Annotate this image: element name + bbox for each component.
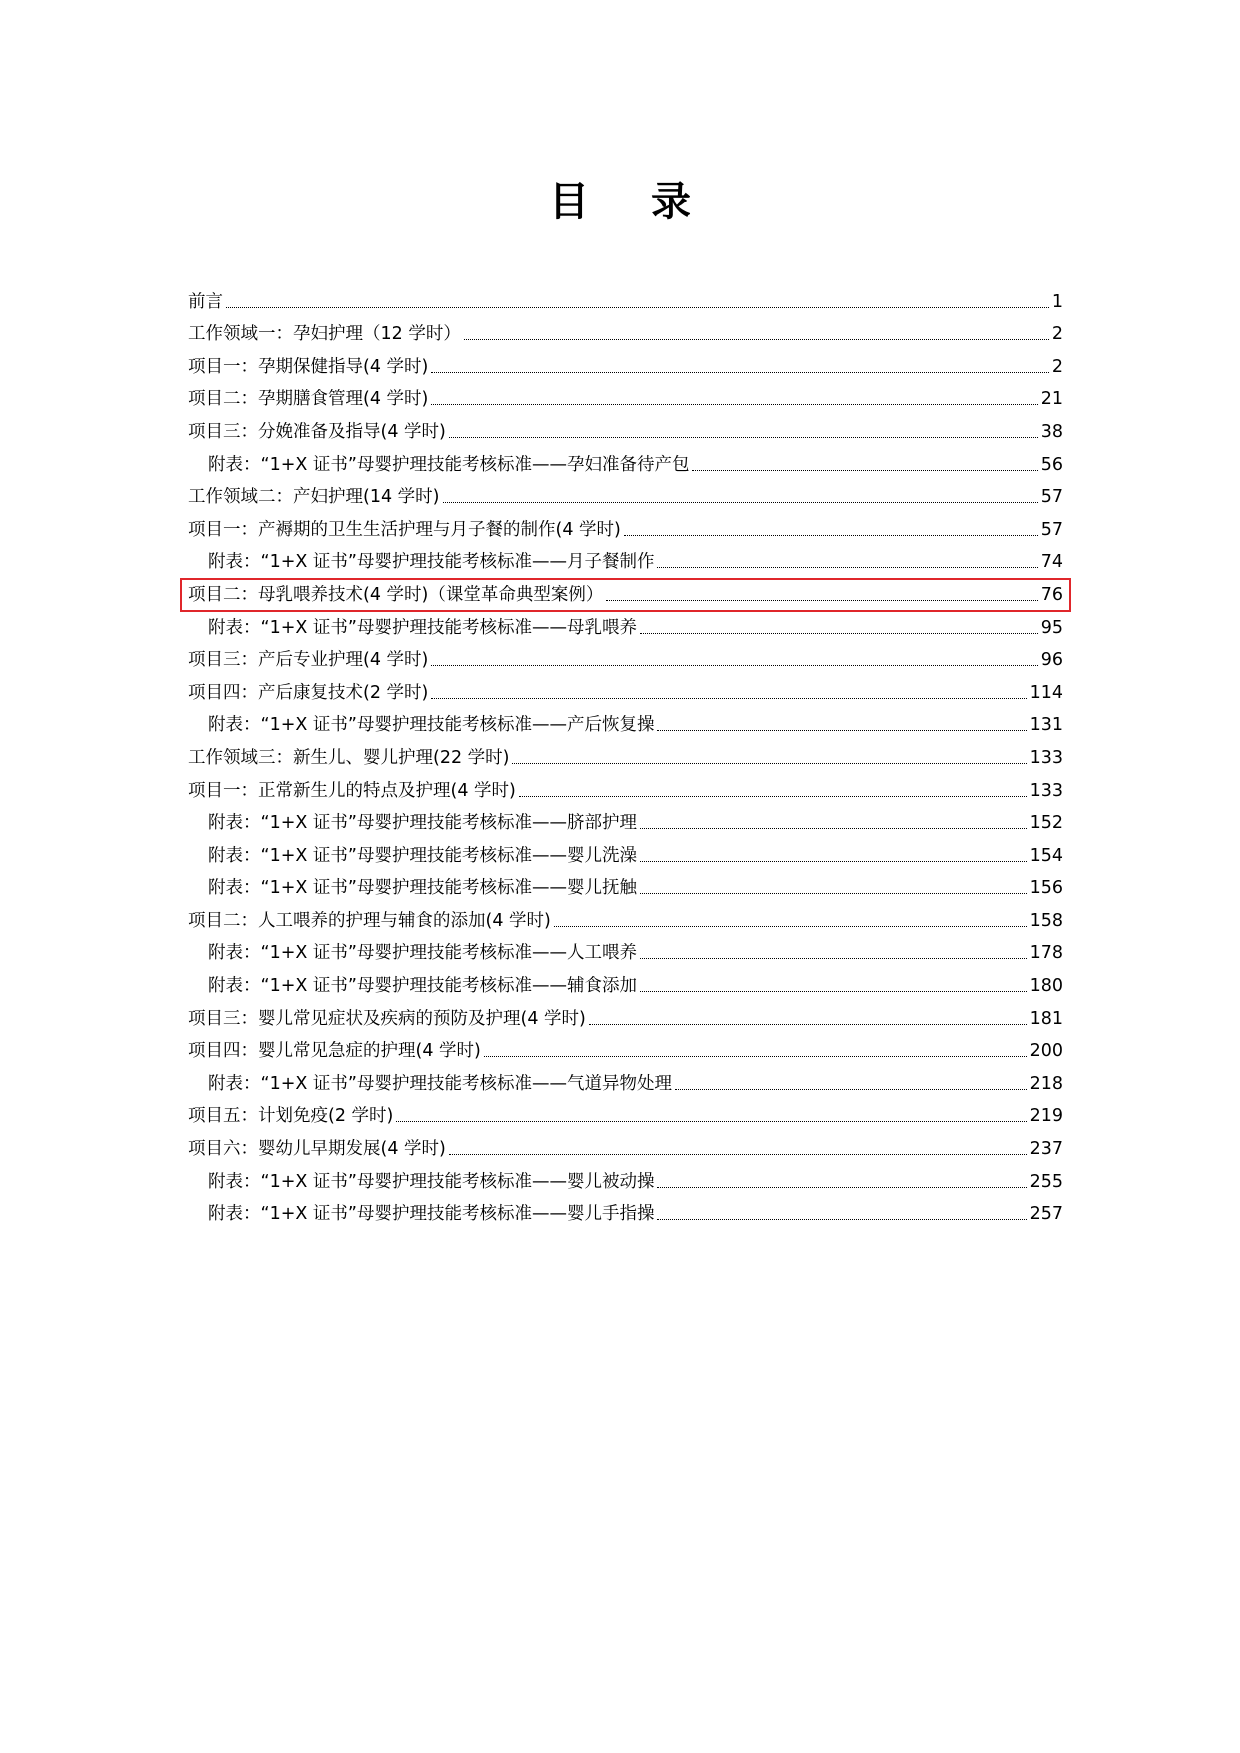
toc-entry[interactable] bbox=[188, 708, 1063, 741]
toc-entry[interactable] bbox=[188, 740, 1063, 773]
toc-entry[interactable] bbox=[188, 806, 1063, 839]
toc-entry-label: 项目四：婴儿常见急症的护理(4 学时) bbox=[188, 1041, 481, 1062]
toc-entry-label: 附表：“1+X 证书”母婴护理技能考核标准——婴儿手指操 bbox=[208, 1204, 655, 1225]
dot-leader bbox=[640, 828, 1027, 829]
toc-entry-page-number: 255 bbox=[1029, 1171, 1063, 1192]
dot-leader bbox=[640, 893, 1027, 894]
toc-entry-page-number: 156 bbox=[1029, 878, 1063, 899]
toc-entry[interactable] bbox=[188, 545, 1063, 578]
toc-entry-label: 附表：“1+X 证书”母婴护理技能考核标准——孕妇准备待产包 bbox=[208, 454, 690, 475]
toc-entry[interactable] bbox=[188, 284, 1063, 317]
page-title: 目 录 bbox=[549, 179, 715, 225]
toc-entry[interactable] bbox=[188, 675, 1063, 708]
toc-entry-label: 项目五：计划免疫(2 学时) bbox=[188, 1106, 394, 1127]
toc-entry-page-number: 237 bbox=[1029, 1139, 1063, 1160]
toc-entry-highlighted[interactable] bbox=[188, 577, 1063, 610]
toc-entry[interactable] bbox=[188, 317, 1063, 350]
toc-entry[interactable] bbox=[188, 349, 1063, 382]
toc-entry-label: 附表：“1+X 证书”母婴护理技能考核标准——气道异物处理 bbox=[208, 1073, 672, 1094]
toc-entry-page-number: 181 bbox=[1029, 1008, 1063, 1029]
toc-entry-page-number: 114 bbox=[1029, 682, 1063, 703]
toc-entry[interactable] bbox=[188, 643, 1063, 676]
dot-leader bbox=[606, 600, 1037, 601]
toc-entry-label: 附表：“1+X 证书”母婴护理技能考核标准——脐部护理 bbox=[208, 813, 637, 834]
toc-entry-page-number: 131 bbox=[1029, 715, 1063, 736]
toc-entry[interactable] bbox=[188, 447, 1063, 480]
toc-entry-label: 附表：“1+X 证书”母婴护理技能考核标准——婴儿抚触 bbox=[208, 878, 637, 899]
toc-entry-label: 项目四：产后康复技术(2 学时) bbox=[188, 682, 429, 703]
toc-entry-label: 项目二：母乳喂养技术(4 学时)（课堂革命典型案例） bbox=[188, 584, 604, 605]
toc-entry-label: 附表：“1+X 证书”母婴护理技能考核标准——产后恢复操 bbox=[208, 715, 655, 736]
toc-entry-page-number: 158 bbox=[1029, 910, 1063, 931]
toc-entry-page-number: 133 bbox=[1029, 747, 1063, 768]
toc-entry[interactable] bbox=[188, 838, 1063, 871]
toc-entry-label: 工作领域一：孕妇护理（12 学时） bbox=[188, 324, 461, 345]
toc-entry-label: 工作领域二：产妇护理(14 学时) bbox=[188, 487, 440, 508]
dot-leader bbox=[396, 1121, 1026, 1122]
toc-entry-label: 附表：“1+X 证书”母婴护理技能考核标准——月子餐制作 bbox=[208, 552, 655, 573]
table-of-contents bbox=[188, 284, 1063, 1229]
toc-entry-page-number: 218 bbox=[1029, 1073, 1063, 1094]
toc-entry-label: 项目三：产后专业护理(4 学时) bbox=[188, 650, 429, 671]
toc-entry[interactable] bbox=[188, 382, 1063, 415]
toc-entry-label: 附表：“1+X 证书”母婴护理技能考核标准——辅食添加 bbox=[208, 976, 637, 997]
toc-entry-label: 项目三：分娩准备及指导(4 学时) bbox=[188, 421, 446, 442]
toc-entry-label: 附表：“1+X 证书”母婴护理技能考核标准——婴儿洗澡 bbox=[208, 845, 637, 866]
toc-entry-page-number: 219 bbox=[1029, 1106, 1063, 1127]
toc-entry-page-number: 21 bbox=[1040, 389, 1063, 410]
dot-leader bbox=[657, 567, 1037, 568]
dot-leader bbox=[589, 1024, 1027, 1025]
toc-entry-page-number: 57 bbox=[1040, 487, 1063, 508]
toc-entry-page-number: 57 bbox=[1040, 519, 1063, 540]
dot-leader bbox=[431, 372, 1049, 373]
toc-entry-page-number: 200 bbox=[1029, 1041, 1063, 1062]
toc-entry-label: 附表：“1+X 证书”母婴护理技能考核标准——婴儿被动操 bbox=[208, 1171, 655, 1192]
toc-entry[interactable] bbox=[188, 903, 1063, 936]
toc-entry-page-number: 95 bbox=[1040, 617, 1063, 638]
dot-leader bbox=[226, 307, 1049, 308]
toc-entry[interactable] bbox=[188, 1131, 1063, 1164]
dot-leader bbox=[657, 1187, 1026, 1188]
toc-entry-page-number: 76 bbox=[1040, 584, 1063, 605]
toc-entry[interactable] bbox=[188, 414, 1063, 447]
toc-entry[interactable] bbox=[188, 1099, 1063, 1132]
toc-entry-page-number: 154 bbox=[1029, 845, 1063, 866]
dot-leader bbox=[692, 470, 1037, 471]
toc-entry-label: 项目六：婴幼儿早期发展(4 学时) bbox=[188, 1139, 446, 1160]
dot-leader bbox=[449, 1154, 1027, 1155]
toc-entry-page-number: 178 bbox=[1029, 943, 1063, 964]
toc-entry-page-number: 257 bbox=[1029, 1204, 1063, 1225]
toc-entry-label: 项目一：产褥期的卫生生活护理与月子餐的制作(4 学时) bbox=[188, 519, 621, 540]
toc-entry-page-number: 1 bbox=[1051, 291, 1063, 312]
dot-leader bbox=[675, 1089, 1027, 1090]
toc-entry[interactable] bbox=[188, 1197, 1063, 1230]
toc-entry-label: 项目二：孕期膳食管理(4 学时) bbox=[188, 389, 429, 410]
toc-entry[interactable] bbox=[188, 610, 1063, 643]
toc-entry[interactable] bbox=[188, 968, 1063, 1001]
dot-leader bbox=[657, 1219, 1026, 1220]
toc-entry-label: 项目二：人工喂养的护理与辅食的添加(4 学时) bbox=[188, 910, 551, 931]
dot-leader bbox=[657, 730, 1026, 731]
dot-leader bbox=[443, 502, 1038, 503]
dot-leader bbox=[519, 796, 1027, 797]
toc-entry[interactable] bbox=[188, 1164, 1063, 1197]
toc-entry[interactable] bbox=[188, 1066, 1063, 1099]
dot-leader bbox=[449, 437, 1038, 438]
dot-leader bbox=[431, 404, 1037, 405]
toc-entry[interactable] bbox=[188, 773, 1063, 806]
dot-leader bbox=[484, 1056, 1027, 1057]
toc-entry-page-number: 74 bbox=[1040, 552, 1063, 573]
toc-entry-page-number: 152 bbox=[1029, 813, 1063, 834]
dot-leader bbox=[464, 339, 1049, 340]
toc-entry-page-number: 180 bbox=[1029, 976, 1063, 997]
toc-entry[interactable] bbox=[188, 871, 1063, 904]
dot-leader bbox=[640, 991, 1027, 992]
toc-entry-label: 项目一：孕期保健指导(4 学时) bbox=[188, 356, 429, 377]
toc-entry-page-number: 2 bbox=[1051, 356, 1063, 377]
toc-entry-label: 工作领域三：新生儿、婴儿护理(22 学时) bbox=[188, 747, 510, 768]
dot-leader bbox=[512, 763, 1026, 764]
toc-entry-page-number: 38 bbox=[1040, 421, 1063, 442]
toc-entry-page-number: 2 bbox=[1051, 324, 1063, 345]
dot-leader bbox=[431, 698, 1026, 699]
toc-entry-page-number: 56 bbox=[1040, 454, 1063, 475]
dot-leader bbox=[431, 665, 1037, 666]
toc-entry-label: 附表：“1+X 证书”母婴护理技能考核标准——母乳喂养 bbox=[208, 617, 637, 638]
toc-entry-page-number: 96 bbox=[1040, 650, 1063, 671]
dot-leader bbox=[640, 861, 1027, 862]
toc-entry-label: 前言 bbox=[188, 291, 223, 312]
toc-entry[interactable] bbox=[188, 1034, 1063, 1067]
toc-entry-label: 项目三：婴儿常见症状及疾病的预防及护理(4 学时) bbox=[188, 1008, 586, 1029]
toc-entry-label: 附表：“1+X 证书”母婴护理技能考核标准——人工喂养 bbox=[208, 943, 637, 964]
toc-entry[interactable] bbox=[188, 512, 1063, 545]
toc-entry[interactable] bbox=[188, 1001, 1063, 1034]
toc-entry[interactable] bbox=[188, 480, 1063, 513]
toc-entry[interactable] bbox=[188, 936, 1063, 969]
dot-leader bbox=[624, 535, 1038, 536]
dot-leader bbox=[640, 633, 1038, 634]
dot-leader bbox=[554, 926, 1027, 927]
dot-leader bbox=[640, 958, 1027, 959]
toc-entry-page-number: 133 bbox=[1029, 780, 1063, 801]
toc-entry-label: 项目一：正常新生儿的特点及护理(4 学时) bbox=[188, 780, 516, 801]
